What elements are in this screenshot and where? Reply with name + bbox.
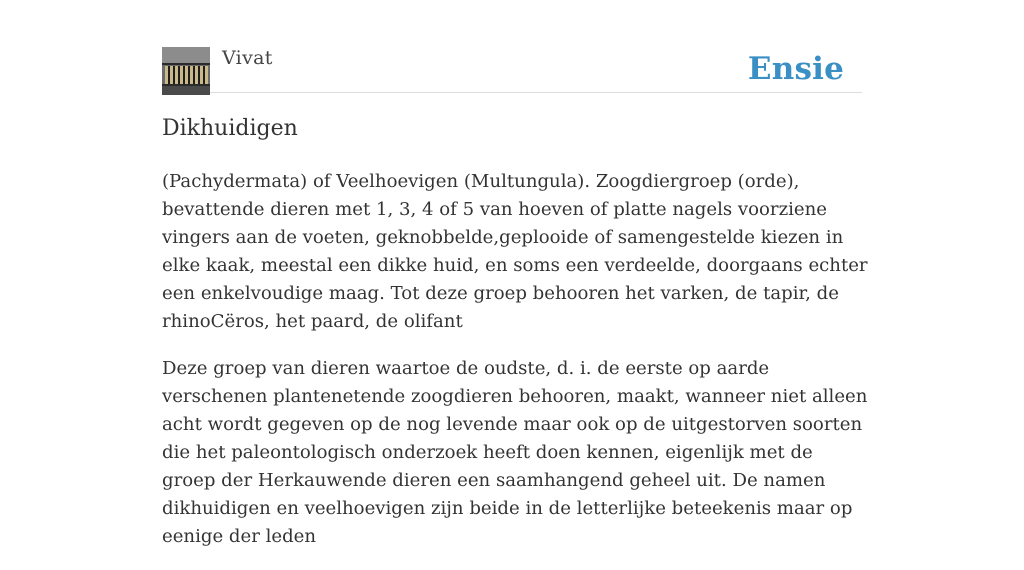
bookshelf-icon (162, 47, 210, 95)
header (162, 47, 862, 93)
brand-logo[interactable]: Ensie (747, 51, 844, 87)
page-title: Dikhuidigen (162, 116, 298, 141)
author-name[interactable]: Vivat (222, 47, 273, 69)
avatar[interactable] (162, 47, 210, 95)
article-body (162, 168, 870, 570)
paragraph: (Pachydermata) of Veelhoevigen (Multungula). Zoogdiergroep (orde), bevattende dieren met 1, 3, 4 of 5 van hoeven of platte nagels voorziene vingers aan de voeten, geknobbelde,geplooide of samengestelde kiezen in elke kaak, meestal een dikke huid, en soms een verdeelde, doorgaans echter een enkelvoudige maag. Tot deze groep behooren het varken, de tapir, de rhinoCëros, het paard, de olifant (162, 171, 868, 332)
paragraph: Deze groep van dieren waartoe de oudste, d. i. de eerste op aarde verschenen plantenetende zoogdieren behooren, maakt, wanneer niet alleen acht wordt gegeven op de nog levende maar ook op de uitgestorven soorten die het paleontologisch onderzoek heeft doen kennen, eigenlijk met de groep der Herkauwende dieren een saamhangend geheel uit. De namen dikhuidigen en veelhoevigen zijn beide in de letterlijke beteekenis maar op eenige der leden (162, 358, 868, 547)
